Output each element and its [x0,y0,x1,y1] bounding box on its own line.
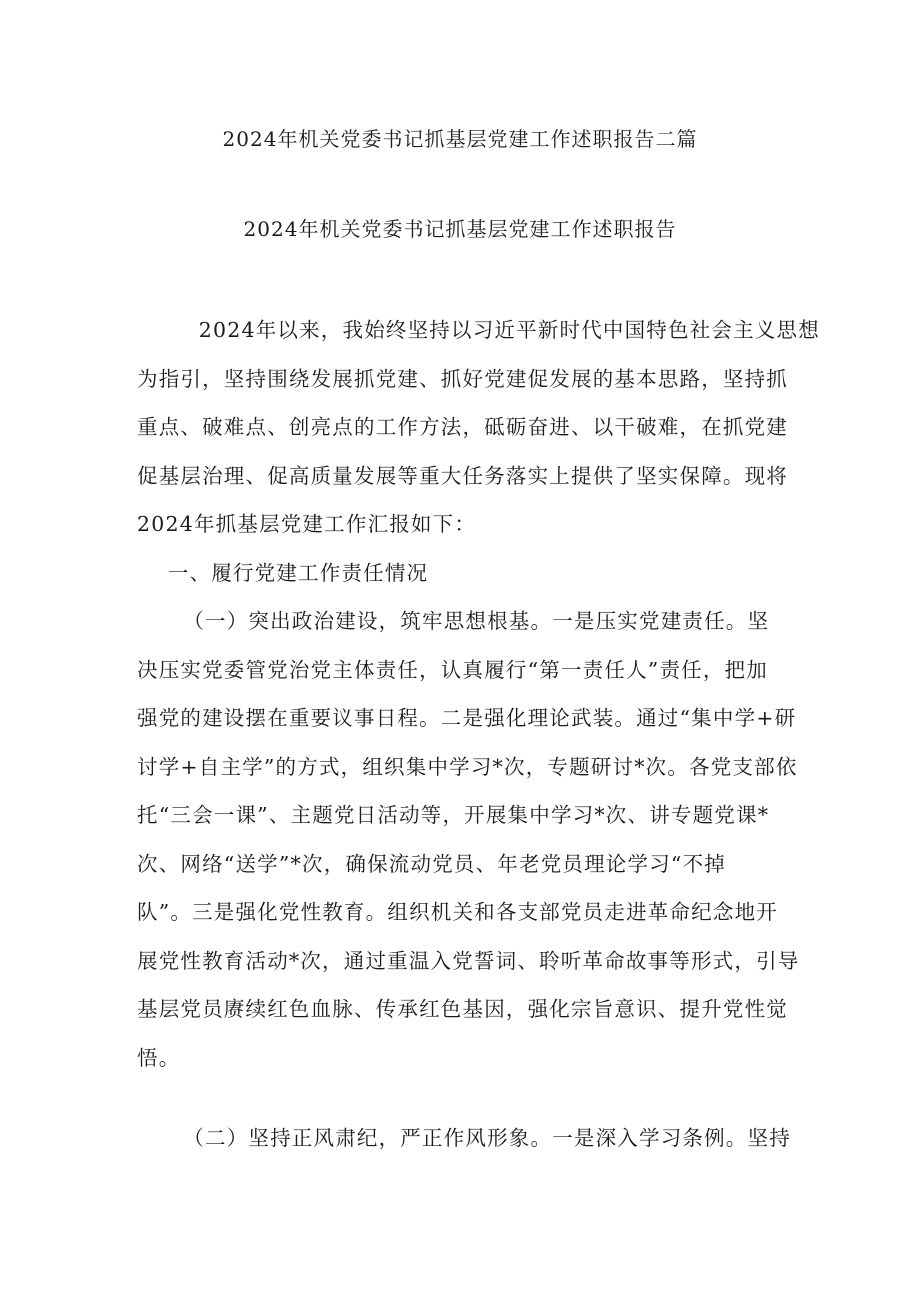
body-text-block-2 [137,1114,797,1163]
section-heading: 一、履行党建工作责任情况 [137,560,429,585]
body-line: 强党的建设摆在重要议事日程。二是强化理论武装。通过“集中学+研 [137,706,797,730]
document-subtitle: 2024年机关党委书记抓基层党建工作述职报告 [243,217,677,241]
body-line: 为指引，坚持围绕发展抓党建、抓好党建促发展的基本思路，坚持抓 [137,366,788,391]
body-line: 悟。 [137,1045,181,1070]
body-line: 重点、破难点、创亮点的工作方法，砥砺奋进、以干破难，在抓党建 [137,415,788,439]
body-line: 基层党员赓续红色血脉、传承红色基因，强化宗旨意识、提升党性觉 [137,997,788,1021]
body-line: 2024年抓基层党建工作汇报如下： [137,512,477,536]
document-title: 2024年机关党委书记抓基层党建工作述职报告二篇 [222,127,698,151]
body-line: 托“三会一课”、主题党日活动等，开展集中学习*次、讲专题党课* [137,803,770,827]
body-line: 次、网络“送学”*次，确保流动党员、年老党员理论学习“不掉 [137,851,726,876]
body-line: 队”。三是强化党性教育。组织机关和各支部党员走进革命纪念地开 [137,900,778,924]
body-line: 决压实党委管党治党主体责任，认真履行“第一责任人”责任，把加 [137,657,768,682]
body-line: （二）坚持正风肃纪，严正作风形象。一是深入学习条例。坚持 [137,1126,791,1150]
body-line: 促基层治理、促高质量发展等重大任务落实上提供了坚实保障。现将 [137,463,788,488]
body-line: 展党性教育活动*次，通过重温入党誓词、聆听革命故事等形式，引导 [137,948,800,973]
body-line: 2024年以来，我始终坚持以习近平新时代中国特色社会主义思想 [137,318,820,342]
body-line: （一）突出政治建设，筑牢思想根基。一是压实党建责任。坚 [137,609,770,633]
body-text-block [137,306,820,1082]
body-line: 讨学+自主学”的方式，组织集中学习*次，专题研讨*次。各党支部依 [137,754,798,779]
